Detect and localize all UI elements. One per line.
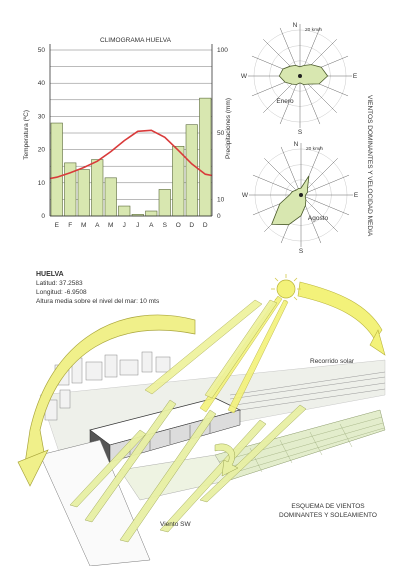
rose-scale-label: 20 km/h [305, 28, 323, 33]
month-label: E [54, 222, 59, 229]
rose-month-label: Enero [276, 98, 294, 105]
rose-dir-n: N [293, 141, 299, 148]
sketch-caption-2: DOMINANTES Y SOLEAMIENTO [279, 512, 377, 519]
wind-rose-agosto [242, 141, 359, 255]
month-label: M [108, 222, 114, 229]
longitude: Longitud: -6.9508 [36, 289, 87, 296]
left-tick-label: 30 [37, 113, 45, 121]
rose-center [298, 74, 302, 78]
axis-label-precipitation: Precipitaciones (mm) [225, 98, 232, 160]
wind-rose-caption: VIENTOS DOMINANTES Y VELOCIDAD MEDIA [366, 95, 373, 237]
month-label: D [202, 222, 208, 229]
month-label: O [175, 222, 181, 229]
right-tick-label: 50 [217, 130, 225, 137]
left-tick-label: 50 [37, 47, 45, 54]
precipitation-bar [119, 206, 131, 216]
rose-scale-label: 20 km/h [306, 147, 324, 152]
precipitation-bar [173, 146, 185, 216]
rose-dir-n: N [292, 22, 298, 29]
left-tick-label: 10 [37, 179, 45, 187]
rose-polygon [272, 176, 309, 225]
rose-dir-w: W [241, 192, 249, 199]
precipitation-bar [105, 178, 117, 216]
rose-polygon [279, 65, 327, 85]
month-label: D [189, 222, 195, 229]
right-tick-label: 0 [217, 213, 221, 220]
precipitation-bar [200, 98, 212, 216]
month-label: A [149, 222, 154, 229]
rose-center [299, 193, 303, 197]
location-name: HUELVA [36, 271, 64, 278]
month-label: A [95, 222, 100, 229]
precipitation-bar [159, 189, 171, 216]
sketch-caption-1: ESQUEMA DE VIENTOS [291, 503, 365, 510]
sun-path-label: Recorrido solar [310, 358, 355, 365]
location-info [36, 270, 159, 306]
precipitation-bar [51, 123, 63, 216]
month-label: J [136, 222, 140, 229]
axis-label-temperature: Temperatura (ºC) [23, 110, 30, 160]
month-label: M [81, 222, 87, 229]
rose-spoke [301, 195, 338, 232]
precipitation-bar [92, 160, 104, 216]
left-tick-label: 0 [41, 213, 45, 220]
rose-dir-w: W [240, 73, 248, 80]
sun-path-arc [298, 282, 382, 340]
left-tick-label: 20 [37, 146, 45, 154]
right-tick-label: 10 [217, 196, 225, 204]
altitude: Altura media sobre el nivel del mar: 10 mts [36, 298, 160, 305]
rose-dir-s: S [298, 248, 304, 255]
month-label: S [162, 222, 167, 229]
wind-rose-enero [241, 22, 358, 136]
rose-dir-e: E [352, 73, 358, 80]
precipitation-bars [51, 98, 211, 216]
left-tick-label: 40 [37, 80, 45, 88]
rose-spoke [264, 158, 301, 195]
precipitation-bar [78, 170, 90, 216]
right-tick-label: 100 [217, 47, 228, 54]
month-label: J [122, 222, 126, 229]
climogram-title: CLIMOGRAMA HUELVA [100, 37, 171, 44]
rose-dir-s: S [297, 129, 303, 136]
wind-sw-label: Viento SW [160, 521, 191, 528]
precipitation-bar [146, 211, 158, 216]
climogram-chart [38, 44, 228, 229]
rose-dir-e: E [353, 192, 359, 199]
month-label: F [68, 222, 73, 229]
latitude: Latitud: 37.2583 [36, 280, 83, 287]
rose-month-label: Agosto [307, 215, 329, 222]
urban-sketch [18, 274, 385, 566]
precipitation-bar [186, 125, 198, 216]
